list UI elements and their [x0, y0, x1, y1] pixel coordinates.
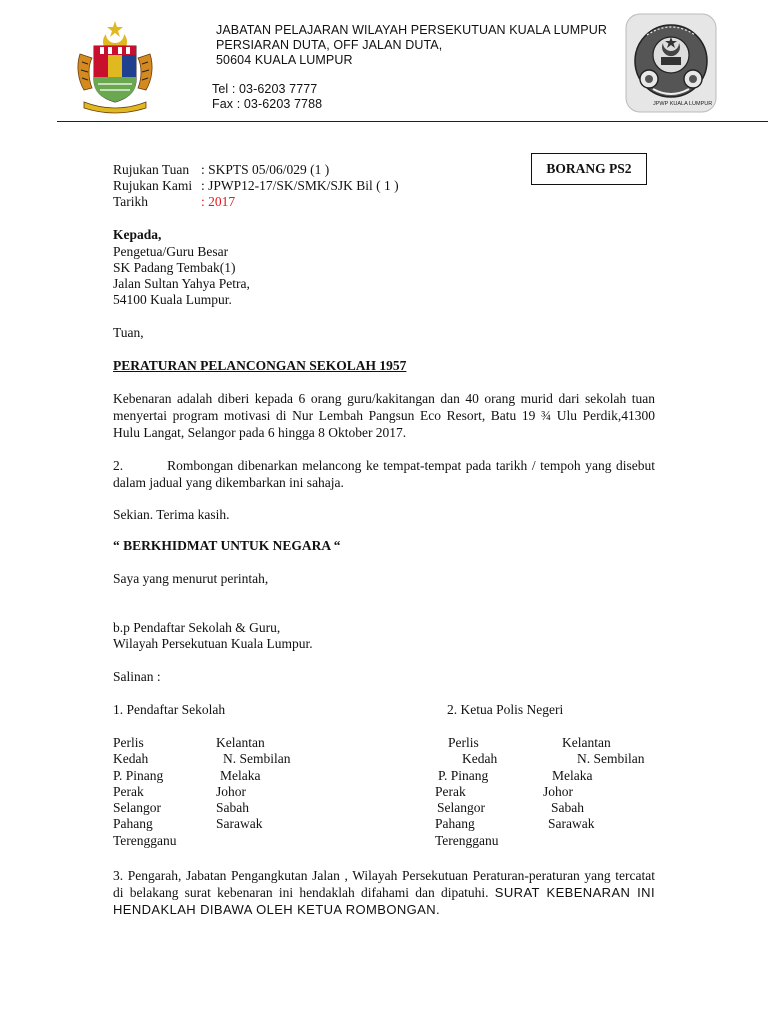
state-name: Johor: [216, 783, 246, 799]
copies-left-col1: [113, 735, 177, 849]
paragraph-2: [113, 457, 655, 491]
state-name: Sabah: [216, 800, 249, 816]
copies-right-col2: [543, 735, 645, 833]
address-line-1: PERSIARAN DUTA, OFF JALAN DUTA,: [216, 38, 443, 52]
state-name: N. Sembilan: [223, 751, 291, 767]
copies-label: Salinan :: [113, 669, 161, 684]
state-name: Kedah: [462, 751, 498, 767]
motto: “ BERKHIDMAT UNTUK NEGARA “: [113, 538, 341, 553]
state-name: Selangor: [113, 800, 161, 816]
state-name: P. Pinang: [438, 767, 489, 783]
paragraph-3: [113, 867, 655, 918]
paragraph-3-caps: SURAT KEBENARAN INI HENDAKLAH DIBAWA OLEH KETUA ROMBONGAN.: [113, 885, 655, 917]
signoff: Saya yang menurut perintah,: [113, 571, 269, 586]
copies-right-col1: [435, 735, 499, 849]
address-line-2: 50604 KUALA LUMPUR: [216, 53, 353, 67]
ref-value-tarikh: : 2017: [201, 194, 236, 209]
state-name: Melaka: [552, 767, 593, 783]
state-name: Selangor: [437, 800, 485, 816]
recipient-line: 54100 Kuala Lumpur.: [113, 292, 232, 307]
recipient-line: SK Padang Tembak(1): [113, 260, 236, 275]
copies-right-heading: 2. Ketua Polis Negeri: [447, 702, 564, 717]
recipient-line: Jalan Sultan Yahya Petra,: [113, 276, 250, 291]
state-name: Pahang: [435, 816, 475, 832]
copies-left-heading: 1. Pendaftar Sekolah: [113, 702, 226, 717]
state-name: Johor: [543, 783, 573, 799]
state-name: Sarawak: [216, 816, 263, 832]
state-name: Perak: [113, 783, 144, 799]
paragraph-2-number: 2.: [113, 458, 124, 473]
paragraph-1: Kebenaran adalah diberi kepada 6 orang guru/kakitangan dan 40 orang murid dari sekolah tuan menyertai program motivasi di Nur Lembah Pangsun Eco Resort, Batu 19 ¾ Ulu Perdik,41300 Hulu Langat, Selangor pada 6 hingga 8 Oktober 2017.: [113, 391, 655, 440]
paragraph-3-text: 3. Pengarah, Jabatan Pengangkutan Jalan , Wilayah Persekutuan Peraturan-peraturan yang tercatat di belakang surat kebenaran ini hendaklah difahami dan dipatuhi.: [113, 868, 655, 900]
ref-label-kami: Rujukan Kami: [113, 178, 193, 193]
state-name: Perlis: [113, 735, 144, 750]
department-name: JABATAN PELAJARAN WILAYAH PERSEKUTUAN KUALA LUMPUR: [216, 23, 607, 37]
state-name: Kelantan: [562, 735, 611, 750]
ref-value-kami: : JPWP12-17/SK/SMK/SJK Bil ( 1 ): [201, 178, 399, 193]
state-name: Kelantan: [216, 735, 265, 750]
signatory-line: b.p Pendaftar Sekolah & Guru,: [113, 620, 281, 635]
recipient-line: Pengetua/Guru Besar: [113, 244, 229, 259]
ref-label-tarikh: Tarikh: [113, 194, 149, 209]
state-name: Pahang: [113, 816, 153, 832]
state-name: Perlis: [448, 735, 479, 750]
ref-value-tuan: : SKPTS 05/06/029 (1 ): [201, 162, 330, 177]
telephone: Tel : 03-6203 7777: [212, 82, 318, 96]
ref-label-tuan: Rujukan Tuan: [113, 162, 190, 177]
state-name: Sarawak: [548, 816, 595, 832]
coat-of-arms-logo: [74, 18, 156, 114]
paragraph-2-text: Rombongan dibenarkan melancong ke tempat-tempat pada tarikh / tempoh yang disebut dalam jadual yang dikembarkan ini sahaja.: [113, 458, 655, 490]
header-divider: [57, 121, 768, 122]
state-name: Terengganu: [113, 832, 177, 848]
closing: Sekian. Terima kasih.: [113, 507, 230, 522]
fax: Fax : 03-6203 7788: [212, 97, 323, 111]
state-name: Sabah: [551, 800, 584, 816]
letter-subject: PERATURAN PELANCONGAN SEKOLAH 1957: [113, 358, 407, 373]
copies-left-col2: [216, 735, 291, 833]
recipient-heading: Kepada,: [113, 227, 162, 242]
state-name: N. Sembilan: [577, 751, 645, 767]
form-code-box: [531, 153, 647, 185]
form-code-label: BORANG PS2: [546, 161, 632, 176]
state-name: Kedah: [113, 751, 149, 767]
signatory-line: Wilayah Persekutuan Kuala Lumpur.: [113, 636, 313, 651]
state-name: Perak: [435, 783, 466, 799]
state-name: Terengganu: [435, 832, 499, 848]
salutation: Tuan,: [113, 325, 144, 340]
state-name: P. Pinang: [113, 767, 164, 783]
jpwp-emblem-logo: [625, 13, 717, 113]
state-name: Melaka: [220, 767, 261, 783]
emblem-caption: JPWP KUALA LUMPUR: [653, 101, 713, 107]
